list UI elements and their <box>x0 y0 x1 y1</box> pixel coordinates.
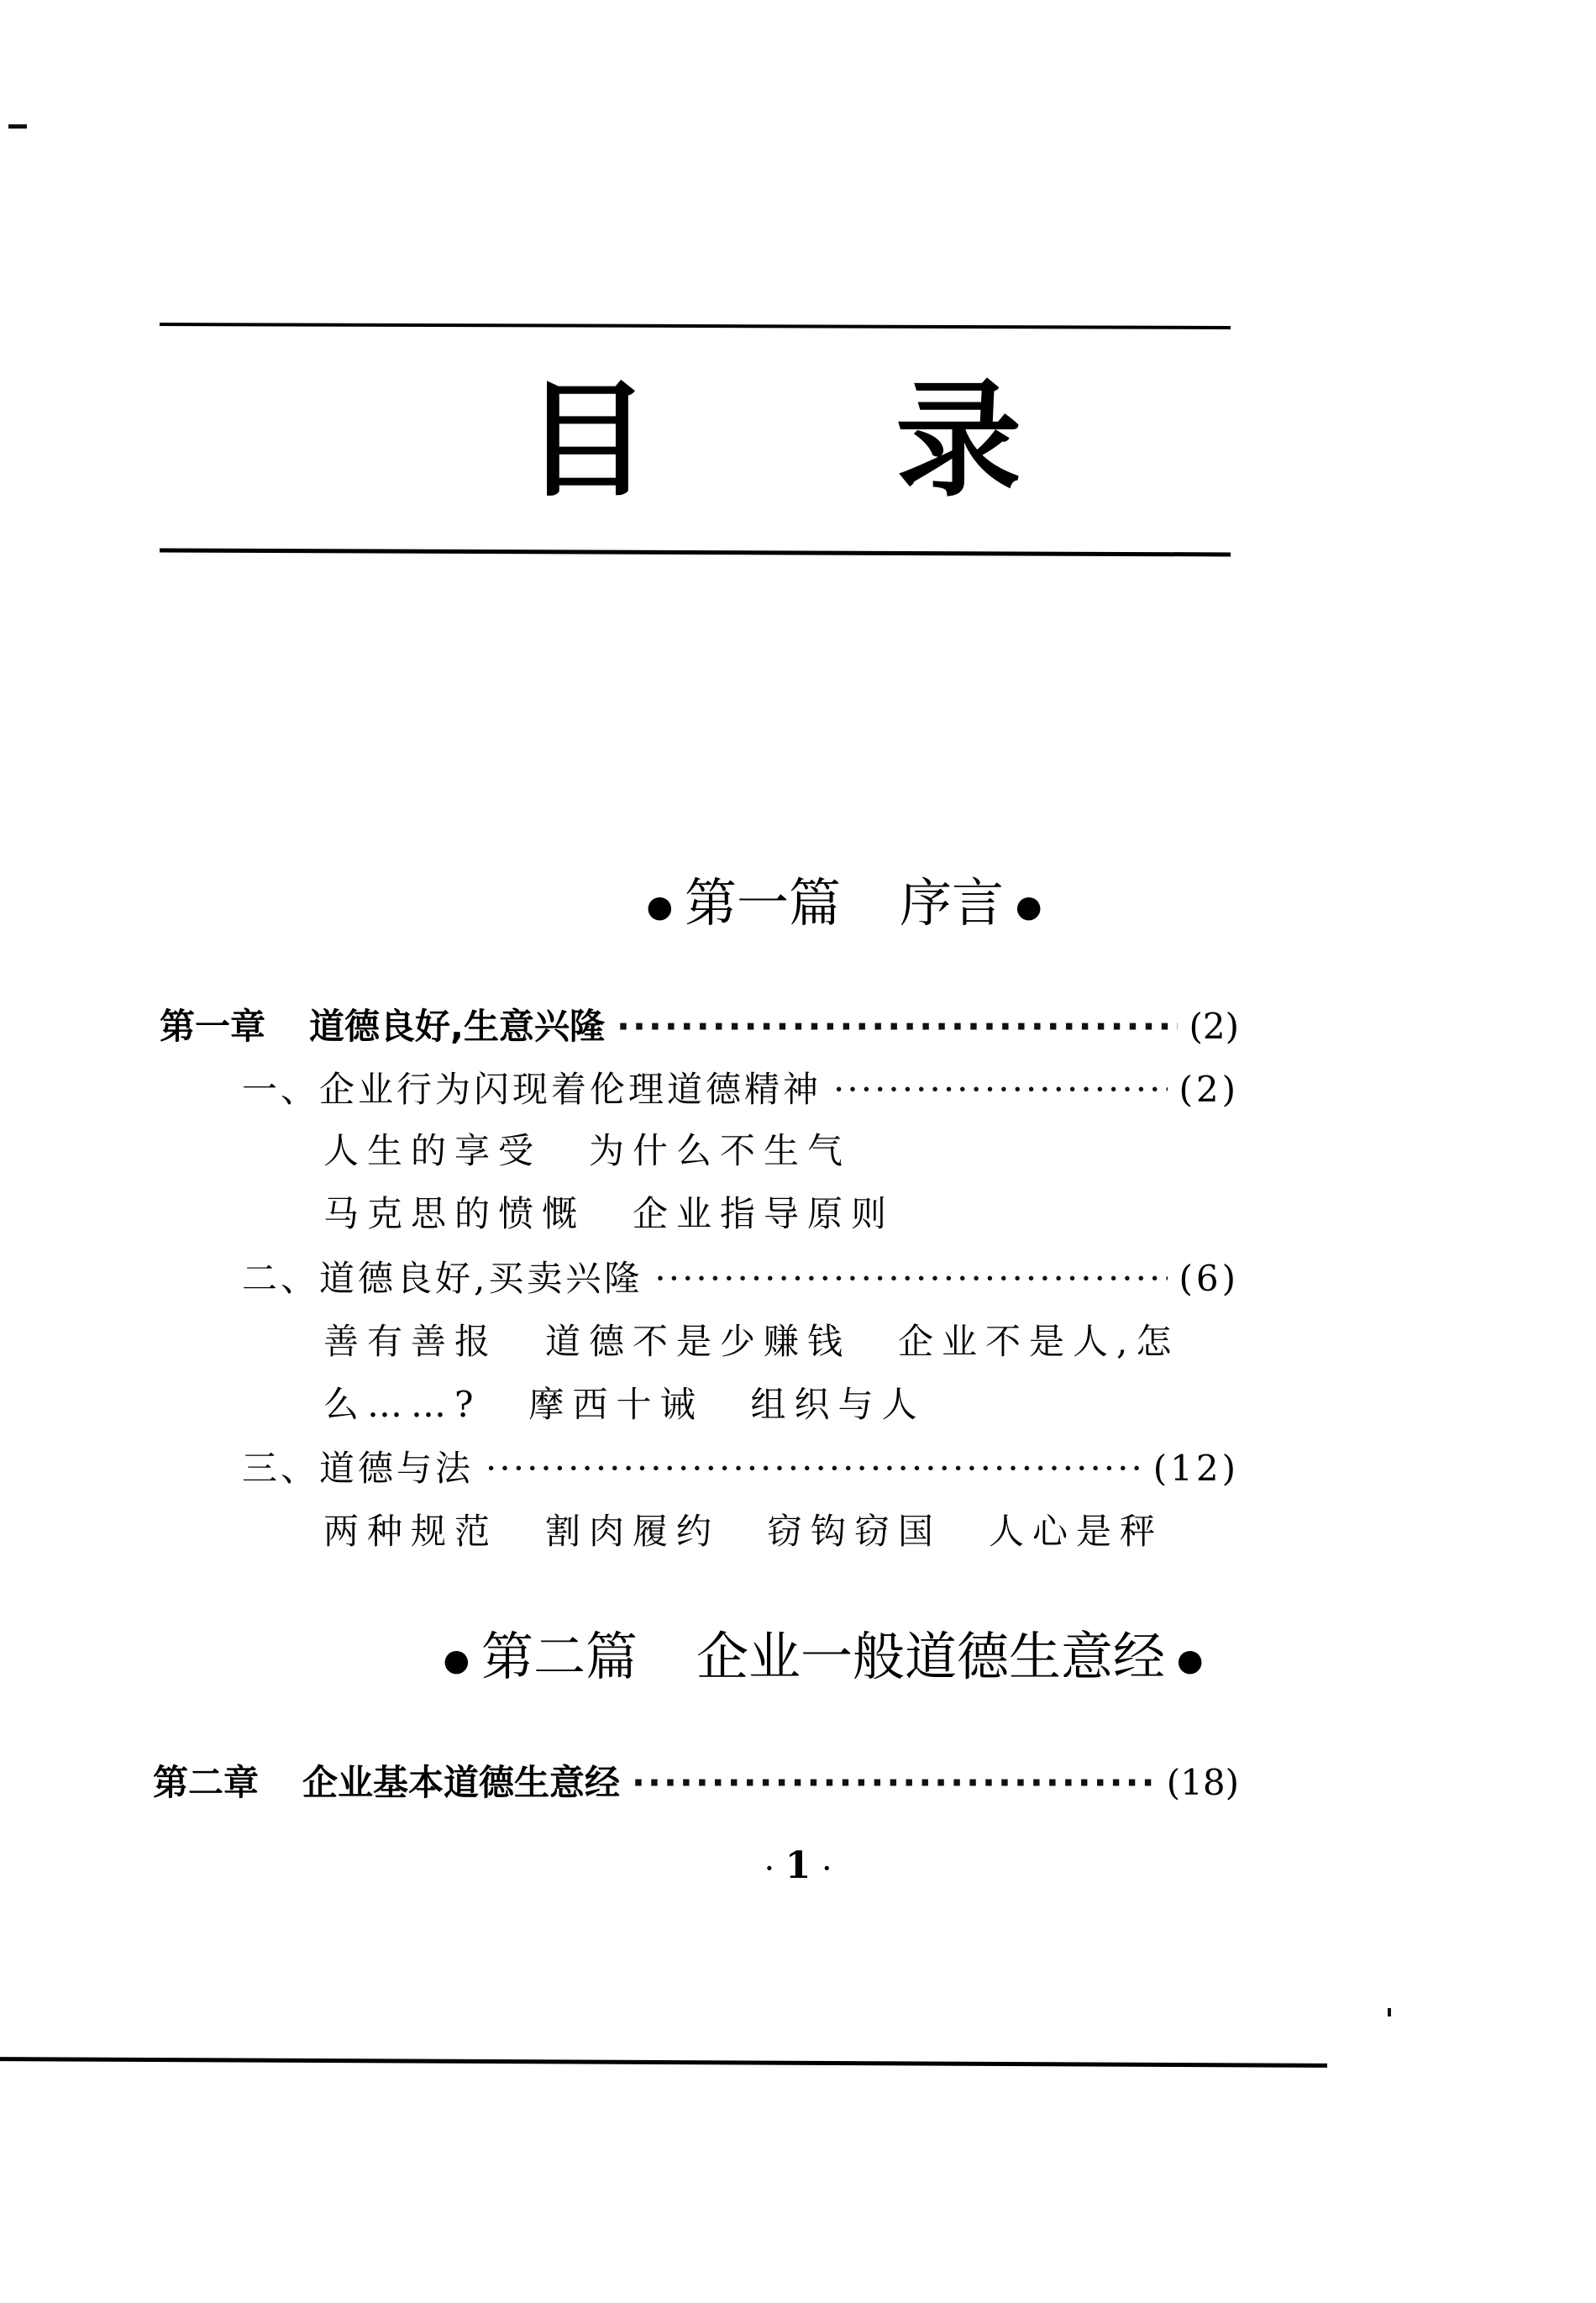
chapter-label: 第一章 <box>160 1006 266 1047</box>
part-label: 第一篇 <box>684 872 841 933</box>
dot-leader <box>833 1065 1167 1115</box>
topic: 人心是秤 <box>989 1511 1164 1552</box>
toc-entry-chapter-2[interactable] <box>153 1758 1239 1808</box>
page-title: 目 录 <box>523 368 1123 514</box>
dot-leader <box>486 1443 1142 1494</box>
toc-entry-section-3[interactable] <box>242 1443 1239 1494</box>
topic-line <box>323 1317 1179 1367</box>
topic-line <box>323 1126 898 1176</box>
page-number-value: 1 <box>785 1844 811 1887</box>
topic-line <box>323 1380 973 1430</box>
part-title: 企业一般道德生意经 <box>696 1626 1166 1687</box>
section-label: 一、 <box>242 1069 320 1110</box>
section-title: 道德与法 <box>319 1448 475 1489</box>
bullet-icon: ● <box>1016 889 1042 924</box>
page-ref: (12) <box>1152 1448 1239 1489</box>
toc-entry-section-1[interactable] <box>242 1065 1239 1115</box>
topic: 割肉履约 <box>545 1511 721 1552</box>
topic: 么……? <box>323 1384 482 1425</box>
section-title: 道德良好,买卖兴隆 <box>319 1258 643 1299</box>
part-label: 第二篇 <box>480 1626 638 1687</box>
chapter-label: 第二章 <box>153 1762 260 1803</box>
topic: 为什么不生气 <box>589 1130 852 1171</box>
page-ref: (6) <box>1179 1258 1239 1299</box>
top-rule <box>160 323 1231 329</box>
topic: 马克思的愤慨 <box>323 1193 586 1234</box>
topic: 道德不是少赚钱 <box>545 1321 852 1362</box>
dot-icon: · <box>822 1854 832 1882</box>
page-number <box>0 1844 1596 1887</box>
topic: 善有善报 <box>323 1321 499 1362</box>
section-label: 二、 <box>242 1258 320 1299</box>
dot-leader <box>654 1254 1167 1304</box>
dot-leader <box>632 1758 1155 1808</box>
bullet-icon: ● <box>443 1643 470 1678</box>
part-heading-1 <box>0 870 1596 941</box>
topic: 窃钩窃国 <box>767 1511 942 1552</box>
bottom-rule <box>0 2057 1327 2068</box>
section-title: 企业行为闪现着伦理道德精神 <box>319 1069 822 1110</box>
toc-entry-chapter-1[interactable] <box>160 1002 1239 1052</box>
topic: 人生的享受 <box>323 1130 543 1171</box>
page-ref: (18) <box>1166 1762 1239 1803</box>
toc-entry-section-2[interactable] <box>242 1254 1239 1304</box>
page-ref: (2) <box>1189 1006 1239 1047</box>
title-underline-rule <box>160 549 1231 557</box>
chapter-title: 道德良好,生意兴隆 <box>309 1006 605 1047</box>
topic: 企业指导原则 <box>633 1193 895 1234</box>
dot-icon: · <box>764 1854 774 1882</box>
page-ref: (2) <box>1179 1069 1239 1110</box>
section-label: 三、 <box>242 1448 320 1489</box>
chapter-title: 企业基本道德生意经 <box>302 1762 621 1803</box>
topic: 摩西十诫 <box>528 1384 704 1425</box>
bullet-icon: ● <box>646 889 673 924</box>
scan-artifact-mark <box>8 124 27 129</box>
part-title: 序言 <box>900 872 1005 933</box>
topic: 组织与人 <box>750 1384 926 1425</box>
part-heading-2 <box>0 1623 1596 1695</box>
topic-line <box>323 1506 1210 1557</box>
dot-leader <box>617 1002 1178 1052</box>
topic: 企业不是人,怎 <box>898 1321 1180 1362</box>
topic-line <box>323 1189 942 1239</box>
scan-artifact-speck <box>1388 2008 1391 2016</box>
topic: 两种规范 <box>323 1511 499 1552</box>
bullet-icon: ● <box>1177 1643 1204 1678</box>
